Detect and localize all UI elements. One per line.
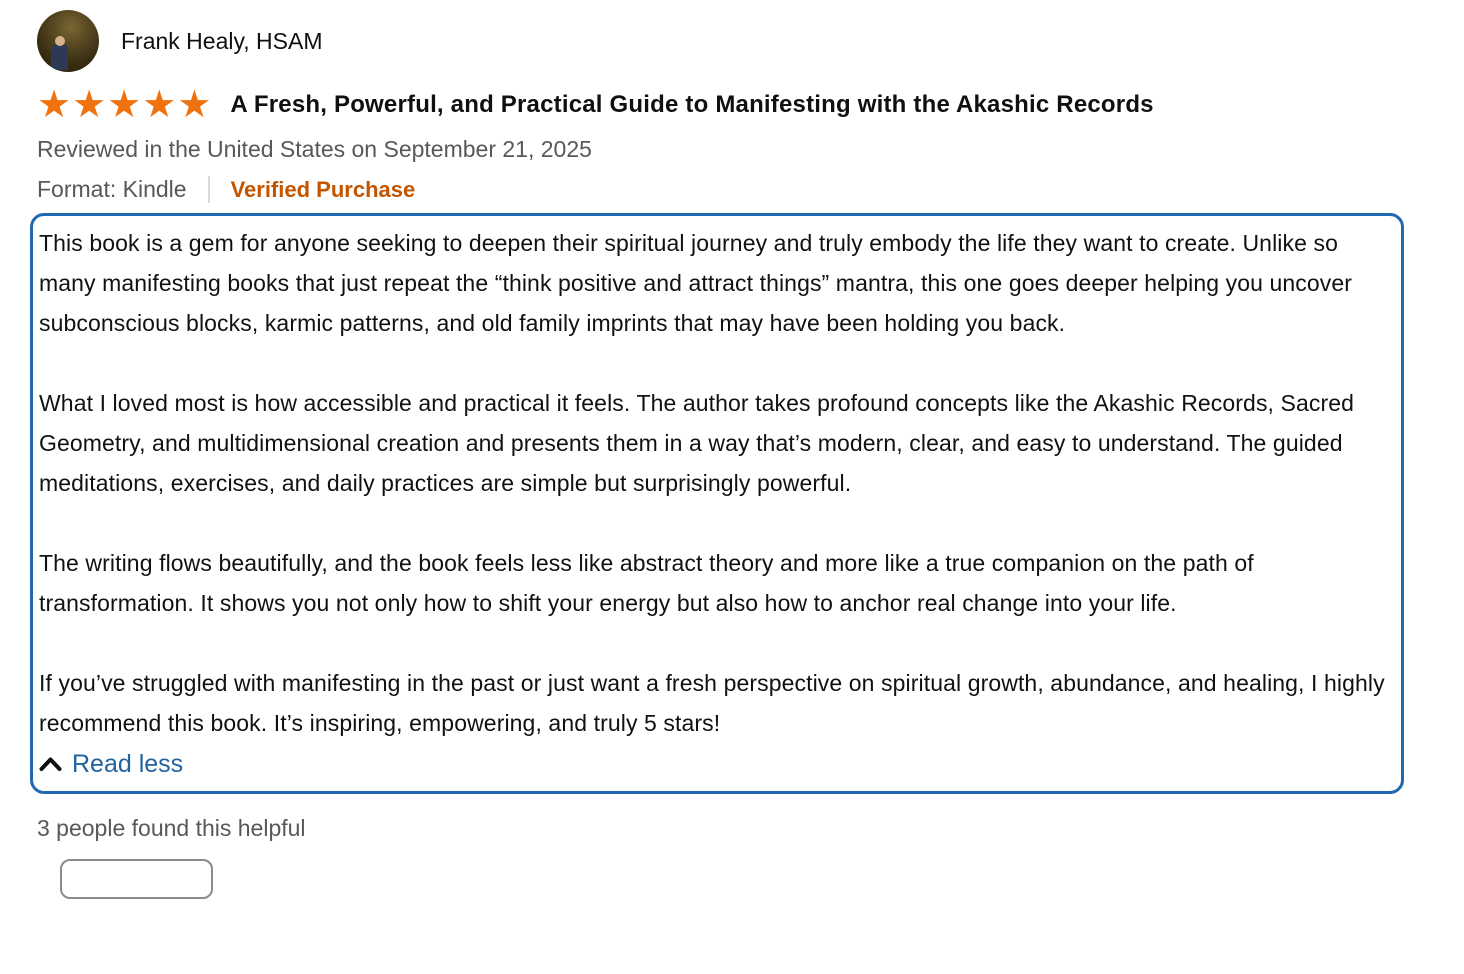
format-row [37, 176, 1464, 203]
star-rating [37, 84, 213, 126]
review-paragraph: If you’ve struggled with manifesting in the past or just want a fresh perspective on spiritual growth, abundance, and healing, I highly recommend this book. It’s inspiring, empowering, and truly 5 stars! [39, 670, 1385, 736]
reviewer-name[interactable]: Frank Healy, HSAM [121, 27, 323, 54]
chevron-up-icon [39, 756, 62, 772]
review-paragraph: What I loved most is how accessible and practical it feels. The author takes profound concepts like the Akashic Records, Sacred Geometry, and multidimensional creation and presents them in a way that’s modern, clear, and easy to understand. The guided meditations, exercises, and daily practices are simple but surprisingly powerful. [39, 390, 1354, 496]
read-less-link[interactable] [39, 745, 183, 783]
helpful-button[interactable] [60, 859, 213, 899]
helpful-count: 3 people found this helpful [37, 815, 306, 841]
reviewer-profile[interactable] [37, 9, 1464, 73]
vertical-divider [208, 176, 210, 203]
star-icon: ★ [142, 84, 178, 126]
reviewer-avatar[interactable] [37, 10, 99, 72]
star-icon: ★ [107, 84, 143, 126]
review-paragraph: The writing flows beautifully, and the book feels less like abstract theory and more like a true companion on the path of transformation. It shows you not only how to shift your energy but also how to anchor real change into your life. [39, 550, 1254, 616]
format-label: Format: Kindle [37, 176, 187, 202]
star-icon: ★ [177, 84, 213, 126]
review-paragraph: This book is a gem for anyone seeking to deepen their spiritual journey and truly embody the life they want to create. Unlike so many manifesting books that just repeat the “think positive and attract things” mantra, this one goes deeper helping you uncover subconscious blocks, karmic patterns, and old family imprints that may have been holding you back. [39, 230, 1353, 336]
star-icon: ★ [72, 84, 108, 126]
read-less-label: Read less [72, 749, 184, 778]
review-title[interactable]: A Fresh, Powerful, and Practical Guide to Manifesting with the Akashic Records [230, 91, 1154, 118]
rating-title-row [37, 84, 1464, 126]
review-date: Reviewed in the United States on September 21, 2025 [37, 136, 592, 162]
star-icon: ★ [37, 84, 73, 126]
review-body-box [30, 213, 1404, 794]
verified-purchase-badge[interactable]: Verified Purchase [230, 176, 416, 202]
